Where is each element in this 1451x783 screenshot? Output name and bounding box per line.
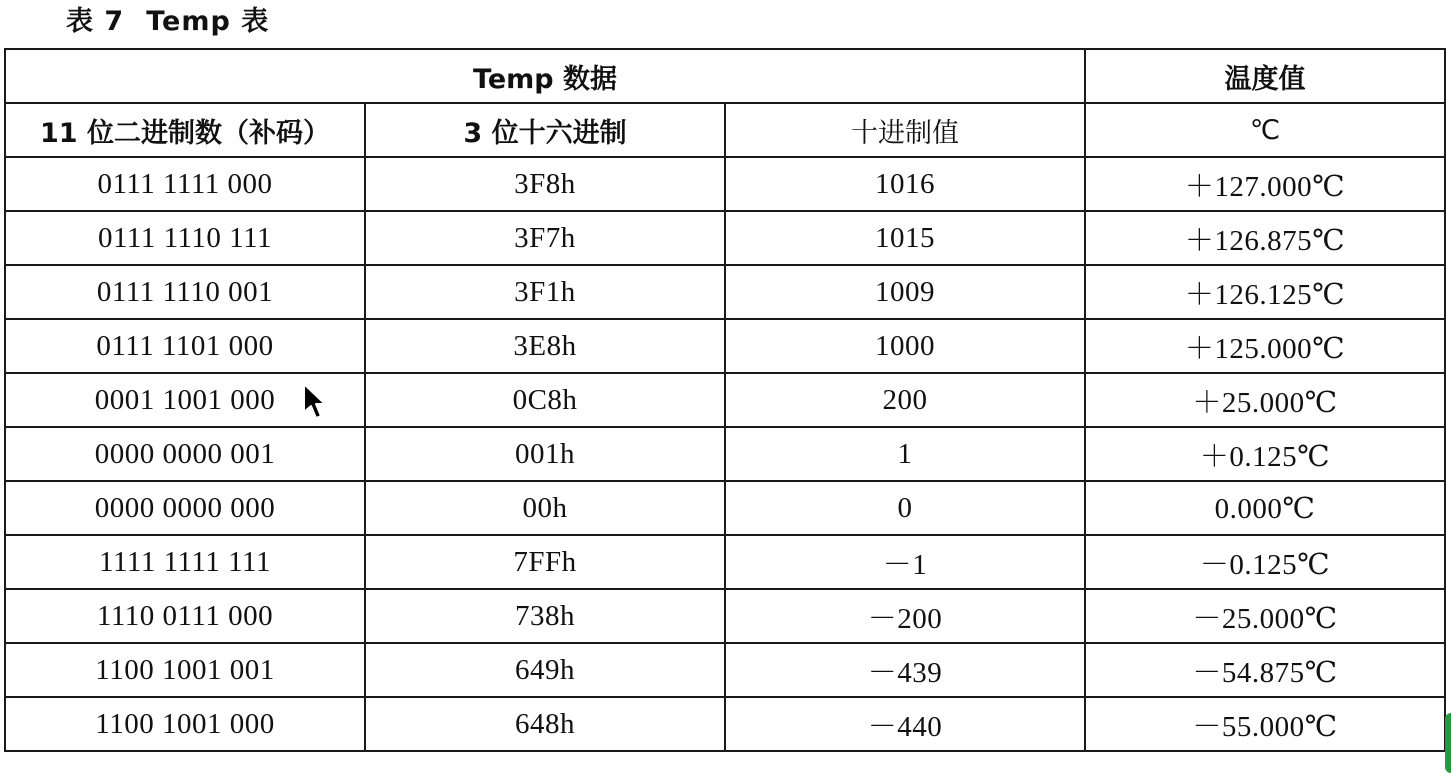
table-row — [5, 265, 1445, 319]
table-row — [5, 697, 1445, 751]
decimal-cell: 1016 — [725, 157, 1085, 211]
temperature-cell: ＋125.000℃ — [1085, 319, 1445, 373]
caption-title: Temp 表 — [146, 6, 270, 37]
binary-cell: 0000 0000 000 — [5, 481, 365, 535]
binary-column-header: 11 位二进制数（补码） — [5, 103, 365, 157]
hex-cell: 3E8h — [365, 319, 725, 373]
caption-label: 表 7 — [66, 6, 125, 37]
table-row — [5, 427, 1445, 481]
hex-cell: 7FFh — [365, 535, 725, 589]
temperature-cell: ＋0.125℃ — [1085, 427, 1445, 481]
temperature-cell: ＋126.125℃ — [1085, 265, 1445, 319]
temperature-cell: ＋25.000℃ — [1085, 373, 1445, 427]
hex-cell: 3F1h — [365, 265, 725, 319]
table-row — [5, 373, 1445, 427]
temperature-cell: ＋126.875℃ — [1085, 211, 1445, 265]
column-header-row — [5, 103, 1445, 157]
decimal-cell: 1 — [725, 427, 1085, 481]
binary-cell: 0111 1110 001 — [5, 265, 365, 319]
decimal-cell: －1 — [725, 535, 1085, 589]
hex-column-header: 3 位十六进制 — [365, 103, 725, 157]
temperature-cell: －54.875℃ — [1085, 643, 1445, 697]
hex-cell: 649h — [365, 643, 725, 697]
hex-cell: 648h — [365, 697, 725, 751]
table-caption — [66, 4, 269, 40]
decimal-cell: －440 — [725, 697, 1085, 751]
decimal-cell: －439 — [725, 643, 1085, 697]
hex-cell: 738h — [365, 589, 725, 643]
hex-cell: 3F8h — [365, 157, 725, 211]
decimal-cell: 1000 — [725, 319, 1085, 373]
hex-cell: 0C8h — [365, 373, 725, 427]
decimal-cell: 0 — [725, 481, 1085, 535]
mouse-pointer-icon — [302, 382, 328, 422]
hex-cell: 00h — [365, 481, 725, 535]
table-body — [5, 157, 1445, 751]
table-row — [5, 157, 1445, 211]
decimal-cell: 1015 — [725, 211, 1085, 265]
temp-table — [4, 48, 1446, 752]
decimal-cell: －200 — [725, 589, 1085, 643]
binary-cell: 0001 1001 000 — [5, 373, 365, 427]
table-row — [5, 319, 1445, 373]
temperature-cell: 0.000℃ — [1085, 481, 1445, 535]
hex-cell: 001h — [365, 427, 725, 481]
group-header-row — [5, 49, 1445, 103]
temperature-group-header: 温度值 — [1085, 49, 1445, 103]
table-head — [5, 49, 1445, 157]
binary-cell: 0111 1110 111 — [5, 211, 365, 265]
table-row — [5, 589, 1445, 643]
temperature-cell: ＋127.000℃ — [1085, 157, 1445, 211]
binary-cell: 0111 1101 000 — [5, 319, 365, 373]
edge-accent — [1445, 713, 1451, 773]
decimal-cell: 1009 — [725, 265, 1085, 319]
binary-cell: 0000 0000 001 — [5, 427, 365, 481]
celsius-unit-header: ℃ — [1085, 103, 1445, 157]
temperature-cell: －0.125℃ — [1085, 535, 1445, 589]
table-row — [5, 643, 1445, 697]
decimal-cell: 200 — [725, 373, 1085, 427]
temperature-cell: －25.000℃ — [1085, 589, 1445, 643]
decimal-column-header: 十进制值 — [725, 103, 1085, 157]
hex-cell: 3F7h — [365, 211, 725, 265]
binary-cell: 1100 1001 001 — [5, 643, 365, 697]
table-row — [5, 535, 1445, 589]
temp-data-group-header: Temp 数据 — [5, 49, 1085, 103]
binary-cell: 0111 1111 000 — [5, 157, 365, 211]
table-row — [5, 481, 1445, 535]
binary-cell: 1110 0111 000 — [5, 589, 365, 643]
temperature-cell: －55.000℃ — [1085, 697, 1445, 751]
table-row — [5, 211, 1445, 265]
binary-cell: 1100 1001 000 — [5, 697, 365, 751]
binary-cell: 1111 1111 111 — [5, 535, 365, 589]
